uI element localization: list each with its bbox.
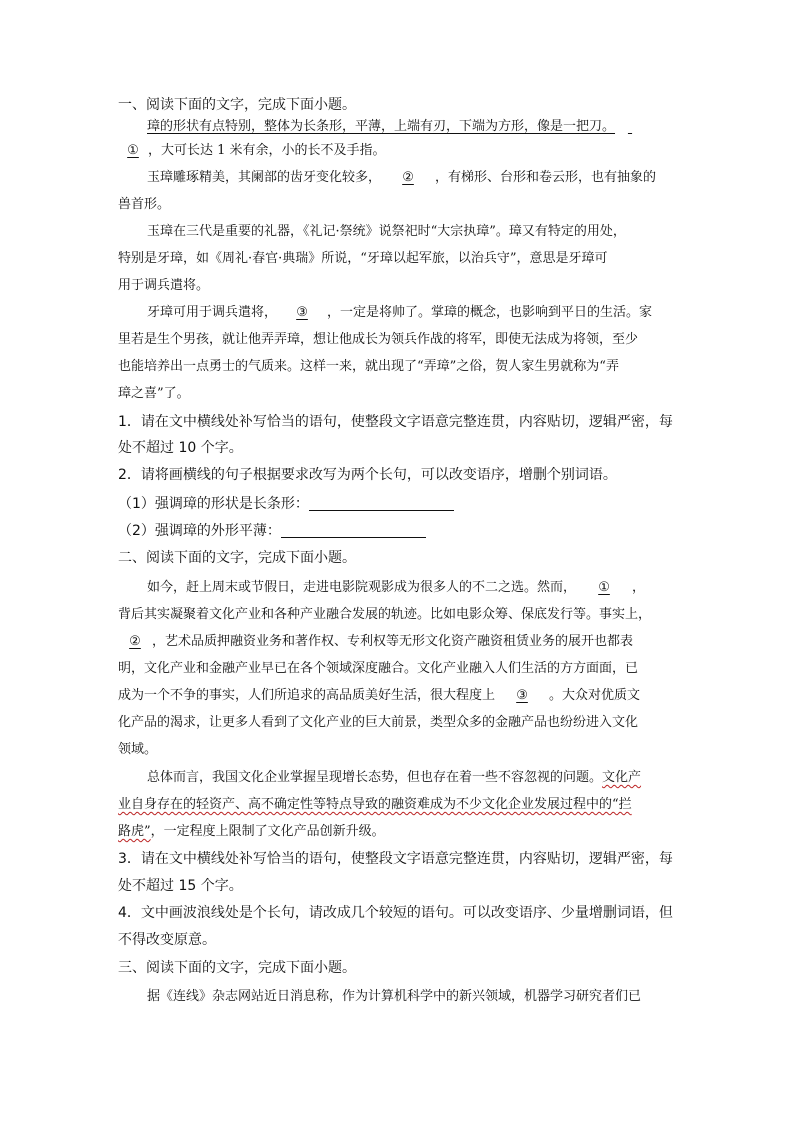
s1-paragraph-3-line-1: 玉璋在三代是重要的礼器，《礼记·祭统》说祭祀时“大宗执璋”。璋又有特定的用处， — [147, 224, 626, 239]
question-3-line-2: 处不超过 15 个字。 — [118, 878, 243, 894]
question-4-line-2: 不得改变原意。 — [118, 932, 216, 948]
question-2: 2．请将画横线的句子根据要求改写为两个长句，可以改变语序，增删个别词语。 — [118, 467, 617, 483]
s1-paragraph-4-line-1: 牙璋可用于调兵遣将， ③ ，一定是将帅了。掌璋的概念，也影响到平日的生活。家 — [147, 303, 652, 323]
s2-paragraph-1-line-2: 背后其实凝聚着文化产业和各种产业融合发展的轨迹。比如电影众筹、保底发行等。事实上， — [118, 607, 652, 622]
s2-wavy-sentence-end: 路虎” — [118, 824, 151, 839]
s1-paragraph-2-line-2: 兽首形。 — [118, 197, 171, 212]
s1-paragraph-3-line-2: 特别是牙璋，如《周礼·春官·典瑞》所说，“牙璋以起军旅，以治兵守”，意思是牙璋可 — [118, 251, 608, 266]
section-2-heading: 二、阅读下面的文字，完成下面小题。 — [118, 550, 356, 566]
s2-blank-1: ① — [598, 580, 610, 595]
s2-paragraph-1-line-4: 明，文化产业和金融产业早已在各个领域深度融合。文化产业融入人们生活的方方面面，已 — [118, 661, 639, 676]
s2-paragraph-1-line-1: 如今，赶上周末或节假日，走进电影院观影成为很多人的不二之选。然而， ① ， — [147, 578, 645, 598]
answer-line-2[interactable] — [281, 522, 426, 538]
s2-wavy-sentence-middle: 业自身存在的轻资产、高不确定性等特点导致的融资难成为不少文化企业发展过程中的“拦 — [118, 797, 632, 812]
s1-blank-1: ① — [127, 143, 139, 158]
s2-paragraph-2-line-3: 路虎”，一定程度上限制了文化产品创新升级。 — [118, 824, 385, 839]
s1-paragraph-4-line-4: 璋之喜”了。 — [118, 386, 190, 401]
s2-blank-2: ② — [129, 634, 141, 649]
s1-blank-2: ② — [402, 170, 414, 185]
s2-paragraph-2-line-1: 总体而言，我国文化企业掌握呈现增长态势，但也存在着一些不容忽视的问题。文化产 — [147, 770, 642, 785]
question-4-line-1: 4．文中画波浪线处是个长句，请改成几个较短的语句。可以改变语序、少量增删词语，但 — [118, 905, 673, 921]
question-1-line-1: 1．请在文中横线处补写恰当的语句，使整段文字语意完整连贯，内容贴切，逻辑严密，每 — [118, 414, 673, 430]
s2-blank-3: ③ — [516, 688, 528, 703]
s2-paragraph-2-line-2 — [118, 795, 632, 815]
s1-blank-3: ③ — [296, 305, 308, 320]
s2-paragraph-1-line-7: 领域。 — [118, 742, 158, 757]
s2-wavy-sentence-start: 文化产 — [602, 770, 642, 785]
s2-paragraph-1-line-5: 成为一个不争的事实，人们所追求的高品质美好生活，很大程度上 ③ 。大众对优质文 — [118, 686, 640, 706]
answer-line-1[interactable] — [309, 495, 454, 511]
s1-paragraph-2-line-1: 玉璋雕琢精美，其阑部的齿牙变化较多， ② ，有梯形、台形和卷云形，也有抽象的 — [147, 168, 656, 188]
s1-paragraph-4-line-3: 也能培养出一点勇士的气质来。这样一来，就出现了“弄璋”之俗，贺人家生男就称为“弄 — [118, 359, 619, 374]
question-2-part-1: （1）强调璋的形状是长条形： — [118, 494, 454, 514]
s1-paragraph-4-line-2: 里若是生个男孩，就让他弄弄璋，想让他成长为领兵作战的将军，即使无法成为将领，至少 — [118, 332, 639, 347]
s2-paragraph-1-line-6: 化产品的渴求，让更多人看到了文化产业的巨大前景，类型众多的金融产品也纷纷进入文化 — [118, 715, 639, 730]
question-1-line-2: 处不超过 10 个字。 — [118, 440, 243, 456]
question-3-line-1: 3．请在文中横线处补写恰当的语句，使整段文字语意完整连贯，内容贴切，逻辑严密，每 — [118, 851, 673, 867]
s3-paragraph-1-line-1: 据《连线》杂志网站近日消息称，作为计算机科学中的新兴领域，机器学习研究者们已 — [147, 989, 642, 1004]
s1-paragraph-1-line-2: ① ，大可长达 1 米有余，小的长不及手指。 — [118, 141, 386, 161]
section-1-heading: 一、阅读下面的文字，完成下面小题。 — [118, 97, 356, 113]
s2-paragraph-1-line-3: ② ，艺术品质押融资业务和著作权、专利权等无形文化资产融资租赁业务的展开也都表 — [118, 632, 633, 652]
s1-underlined-sentence: 璋的形状有点特别，整体为长条形，平薄，上端有刃，下端为方形，像是一把刀。 — [147, 119, 616, 134]
s1-blank-1-lead — [615, 117, 645, 137]
s1-paragraph-1-line-1 — [147, 117, 645, 137]
s1-paragraph-3-line-3: 用于调兵遣将。 — [118, 278, 210, 293]
question-2-part-2: （2）强调璋的外形平薄： — [118, 521, 426, 541]
section-3-heading: 三、阅读下面的文字，完成下面小题。 — [118, 960, 356, 976]
